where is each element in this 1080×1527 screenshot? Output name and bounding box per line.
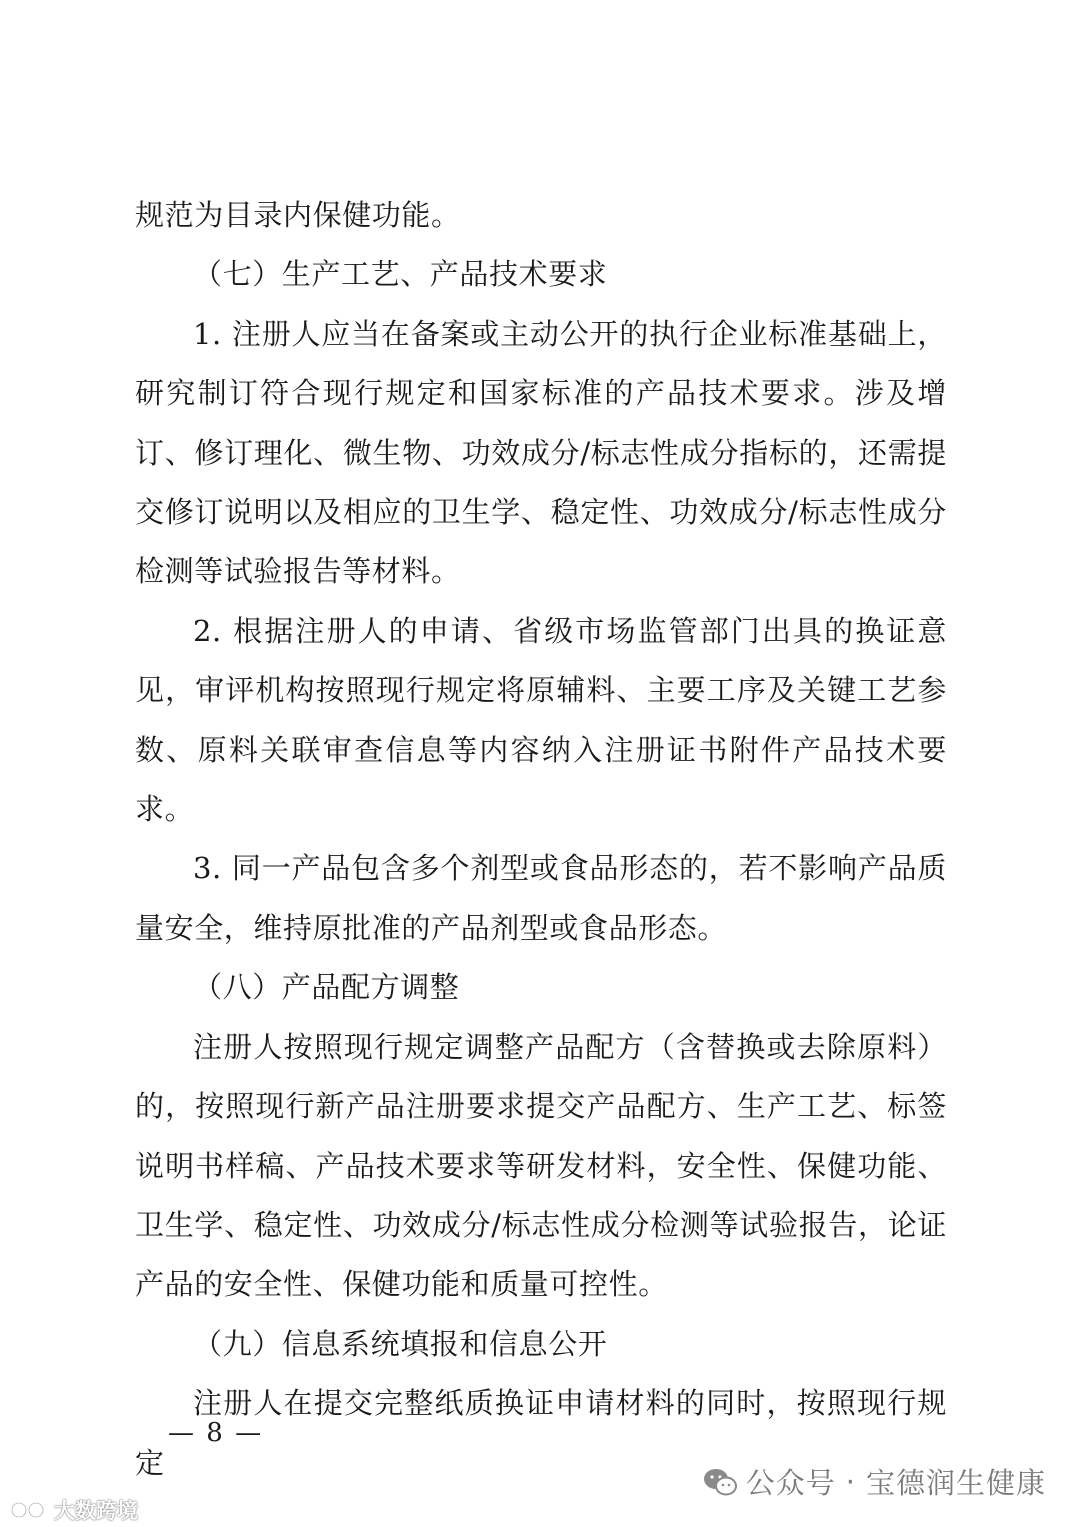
paragraph-item-1: 1. 注册人应当在备案或主动公开的执行企业标准基础上，研究制订符合现行规定和国家标准的产品技术要求。涉及增订、修订理化、微生物、功效成分/标志性成分指标的，还需提交修订说明以及相应的卫生学、稳定性、功效成分/标志性成分检测等试验报告等材料。	[135, 316, 947, 589]
watermark-text: 大数跨境	[54, 1499, 138, 1523]
paragraph-item-3: 3. 同一产品包含多个剂型或食品形态的，若不影响产品质量安全，维持原批准的产品剂型或食品形态。	[135, 851, 947, 945]
account-name: 宝德润生健康	[865, 1466, 1046, 1500]
paragraph-formula-adjustment: 注册人按照现行规定调整产品配方（含替换或去除原料）的，按照现行新产品注册要求提交产品配方、生产工艺、标签说明书样稿、产品技术要求等研发材料，安全性、保健功能、卫生学、稳定性、功效成分/标志性成分检测等试验报告，论证产品的安全性、保健功能和质量可控性。	[135, 1029, 947, 1302]
paragraph-info-system: 注册人在提交完整纸质换证申请材料的同时，按照现行规定	[135, 1386, 947, 1480]
brand-watermark	[10, 1495, 138, 1525]
footer	[0, 1440, 1080, 1527]
wechat-account-label	[702, 1461, 1046, 1502]
page-number: — 8 —	[168, 1418, 264, 1448]
section-heading-7: （七）生产工艺、产品技术要求	[193, 257, 608, 292]
wechat-icon	[702, 1467, 738, 1497]
body-text	[135, 186, 947, 1493]
separator: ·	[845, 1464, 856, 1499]
brand-logo-icon	[10, 1499, 50, 1521]
section-heading-9: （九）信息系统填报和信息公开	[193, 1326, 608, 1361]
section-heading-8: （八）产品配方调整	[193, 970, 460, 1005]
paragraph-continuation: 规范为目录内保健功能。	[135, 198, 461, 232]
account-prefix: 公众号	[745, 1466, 836, 1500]
paragraph-item-2: 2. 根据注册人的申请、省级市场监管部门出具的换证意见，审评机构按照现行规定将原辅料、主要工序及关键工艺参数、原料关联审查信息等内容纳入注册证书附件产品技术要求。	[135, 613, 947, 827]
